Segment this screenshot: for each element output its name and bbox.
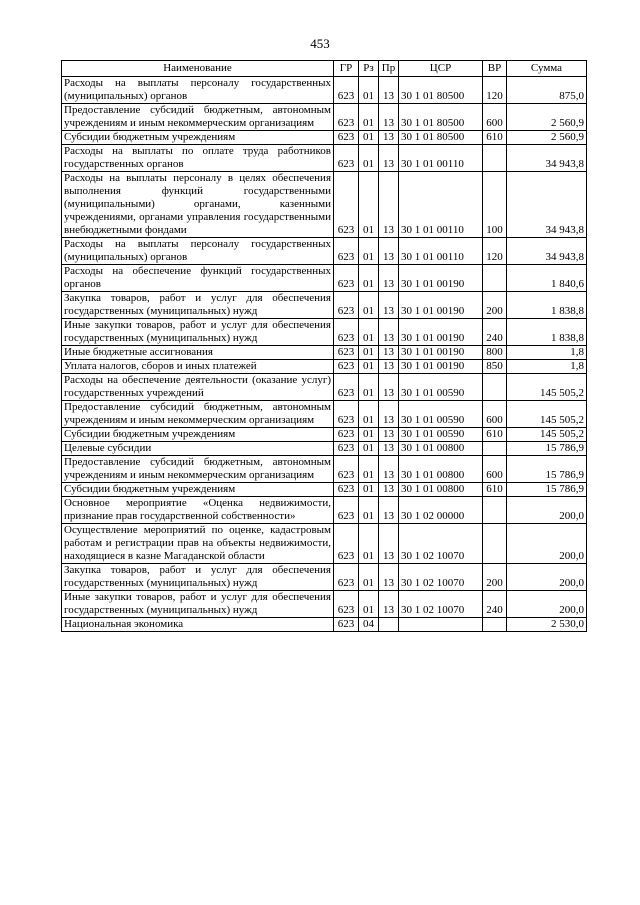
cell-sum: 200,0 (507, 564, 587, 591)
cell-csr: 30 1 01 00800 (399, 483, 483, 497)
cell-csr: 30 1 01 80500 (399, 131, 483, 145)
cell-rz: 01 (359, 401, 379, 428)
table-row (62, 172, 587, 238)
cell-name: Уплата налогов, сборов и иных платежей (62, 360, 334, 374)
cell-gr: 623 (334, 104, 359, 131)
cell-rz: 04 (359, 618, 379, 632)
cell-vr: 610 (483, 483, 507, 497)
cell-csr: 30 1 01 00590 (399, 374, 483, 401)
cell-sum: 15 786,9 (507, 442, 587, 456)
cell-csr: 30 1 01 00110 (399, 238, 483, 265)
cell-name: Предоставление субсидий бюджетным, автономным учреждениям и иным некоммерческим организациям (62, 401, 334, 428)
cell-sum: 1 838,8 (507, 292, 587, 319)
cell-csr: 30 1 01 00590 (399, 428, 483, 442)
cell-name: Расходы на выплаты персоналу государственных (муниципальных) органов (62, 238, 334, 265)
cell-rz: 01 (359, 238, 379, 265)
cell-vr: 600 (483, 456, 507, 483)
table-row (62, 145, 587, 172)
cell-vr: 100 (483, 172, 507, 238)
cell-gr: 623 (334, 145, 359, 172)
cell-sum: 200,0 (507, 591, 587, 618)
cell-rz: 01 (359, 442, 379, 456)
cell-pr: 13 (379, 131, 399, 145)
cell-name: Субсидии бюджетным учреждениям (62, 131, 334, 145)
cell-pr: 13 (379, 104, 399, 131)
cell-csr: 30 1 01 00800 (399, 456, 483, 483)
cell-name: Расходы на выплаты персоналу государственных (муниципальных) органов (62, 77, 334, 104)
cell-csr: 30 1 01 00110 (399, 145, 483, 172)
cell-name: Субсидии бюджетным учреждениям (62, 428, 334, 442)
table-row (62, 360, 587, 374)
cell-rz: 01 (359, 591, 379, 618)
cell-vr: 610 (483, 428, 507, 442)
cell-csr: 30 1 01 00590 (399, 401, 483, 428)
cell-gr: 623 (334, 346, 359, 360)
table-row (62, 319, 587, 346)
cell-csr: 30 1 02 00000 (399, 497, 483, 524)
cell-vr: 120 (483, 238, 507, 265)
cell-rz: 01 (359, 524, 379, 564)
table-row (62, 104, 587, 131)
cell-pr: 13 (379, 456, 399, 483)
cell-gr: 623 (334, 442, 359, 456)
table-row (62, 591, 587, 618)
table-row (62, 346, 587, 360)
cell-gr: 623 (334, 360, 359, 374)
cell-pr: 13 (379, 265, 399, 292)
cell-csr: 30 1 01 00190 (399, 265, 483, 292)
cell-gr: 623 (334, 483, 359, 497)
cell-sum: 200,0 (507, 524, 587, 564)
table-header-row (62, 61, 587, 77)
cell-sum: 145 505,2 (507, 374, 587, 401)
cell-pr: 13 (379, 292, 399, 319)
cell-rz: 01 (359, 265, 379, 292)
cell-sum: 875,0 (507, 77, 587, 104)
cell-sum: 145 505,2 (507, 428, 587, 442)
cell-pr: 13 (379, 77, 399, 104)
cell-vr: 200 (483, 564, 507, 591)
cell-vr: 200 (483, 292, 507, 319)
cell-vr (483, 497, 507, 524)
cell-pr: 13 (379, 374, 399, 401)
cell-vr (483, 145, 507, 172)
cell-pr: 13 (379, 483, 399, 497)
cell-vr: 120 (483, 77, 507, 104)
table-row (62, 265, 587, 292)
cell-gr: 623 (334, 131, 359, 145)
table-row (62, 442, 587, 456)
cell-sum: 15 786,9 (507, 456, 587, 483)
cell-sum: 15 786,9 (507, 483, 587, 497)
cell-gr: 623 (334, 319, 359, 346)
cell-vr (483, 618, 507, 632)
cell-sum: 34 943,8 (507, 172, 587, 238)
cell-sum: 145 505,2 (507, 401, 587, 428)
cell-name: Национальная экономика (62, 618, 334, 632)
cell-vr: 600 (483, 401, 507, 428)
cell-name: Предоставление субсидий бюджетным, автономным учреждениям и иным некоммерческим организациям (62, 104, 334, 131)
cell-name: Иные закупки товаров, работ и услуг для обеспечения государственных (муниципальных) нужд (62, 591, 334, 618)
cell-csr: 30 1 01 00190 (399, 346, 483, 360)
table-row (62, 483, 587, 497)
cell-pr: 13 (379, 360, 399, 374)
cell-name: Предоставление субсидий бюджетным, автономным учреждениям и иным некоммерческим организациям (62, 456, 334, 483)
cell-rz: 01 (359, 131, 379, 145)
cell-rz: 01 (359, 360, 379, 374)
cell-sum: 1 840,6 (507, 265, 587, 292)
cell-pr: 13 (379, 172, 399, 238)
cell-name: Субсидии бюджетным учреждениям (62, 483, 334, 497)
cell-gr: 623 (334, 497, 359, 524)
cell-vr (483, 524, 507, 564)
cell-gr: 623 (334, 428, 359, 442)
cell-vr: 800 (483, 346, 507, 360)
cell-rz: 01 (359, 292, 379, 319)
cell-gr: 623 (334, 77, 359, 104)
cell-name: Закупка товаров, работ и услуг для обеспечения государственных (муниципальных) нужд (62, 292, 334, 319)
cell-vr (483, 442, 507, 456)
table-row (62, 497, 587, 524)
table-row (62, 292, 587, 319)
cell-rz: 01 (359, 346, 379, 360)
cell-vr: 240 (483, 319, 507, 346)
cell-name: Осуществление мероприятий по оценке, кадастровым работам и регистрации прав на объекты недвижимости, находящиеся в казне Магаданской области (62, 524, 334, 564)
table-row (62, 401, 587, 428)
cell-gr: 623 (334, 374, 359, 401)
cell-csr: 30 1 01 80500 (399, 104, 483, 131)
cell-csr: 30 1 01 80500 (399, 77, 483, 104)
cell-name: Основное мероприятие «Оценка недвижимости, признание прав государственной собственности» (62, 497, 334, 524)
cell-sum: 1,8 (507, 346, 587, 360)
cell-rz: 01 (359, 428, 379, 442)
cell-name: Целевые субсидии (62, 442, 334, 456)
cell-sum: 200,0 (507, 497, 587, 524)
cell-csr (399, 618, 483, 632)
cell-vr (483, 374, 507, 401)
cell-rz: 01 (359, 456, 379, 483)
cell-pr: 13 (379, 238, 399, 265)
cell-vr (483, 265, 507, 292)
cell-csr: 30 1 02 10070 (399, 524, 483, 564)
cell-pr: 13 (379, 591, 399, 618)
cell-rz: 01 (359, 77, 379, 104)
cell-csr: 30 1 01 00190 (399, 292, 483, 319)
table-body (62, 77, 587, 632)
cell-rz: 01 (359, 483, 379, 497)
page-number: 453 (310, 36, 330, 51)
cell-gr: 623 (334, 265, 359, 292)
table-row (62, 564, 587, 591)
cell-rz: 01 (359, 145, 379, 172)
cell-rz: 01 (359, 172, 379, 238)
header-csr: ЦСР (399, 61, 483, 77)
cell-name: Расходы на выплаты по оплате труда работников государственных органов (62, 145, 334, 172)
table-row (62, 374, 587, 401)
header-name: Наименование (62, 61, 334, 77)
cell-csr: 30 1 02 10070 (399, 591, 483, 618)
cell-vr: 850 (483, 360, 507, 374)
cell-rz: 01 (359, 374, 379, 401)
cell-name: Иные закупки товаров, работ и услуг для обеспечения государственных (муниципальных) нужд (62, 319, 334, 346)
cell-pr: 13 (379, 346, 399, 360)
cell-gr: 623 (334, 456, 359, 483)
cell-pr: 13 (379, 319, 399, 346)
cell-pr (379, 618, 399, 632)
budget-table (61, 60, 587, 632)
cell-vr: 610 (483, 131, 507, 145)
cell-gr: 623 (334, 172, 359, 238)
cell-rz: 01 (359, 104, 379, 131)
cell-gr: 623 (334, 401, 359, 428)
header-pr: Пр (379, 61, 399, 77)
cell-pr: 13 (379, 145, 399, 172)
table-row (62, 77, 587, 104)
table-row (62, 131, 587, 145)
cell-sum: 2 560,9 (507, 104, 587, 131)
cell-gr: 623 (334, 292, 359, 319)
cell-name: Расходы на обеспечение функций государственных органов (62, 265, 334, 292)
cell-pr: 13 (379, 442, 399, 456)
header-sum: Сумма (507, 61, 587, 77)
cell-gr: 623 (334, 591, 359, 618)
cell-sum: 34 943,8 (507, 145, 587, 172)
cell-name: Расходы на выплаты персоналу в целях обеспечения выполнения функций государственными (муниципальными) органами, казенными учреждениями, органами управления государственными внебюджетными фондами (62, 172, 334, 238)
cell-rz: 01 (359, 319, 379, 346)
header-vr: ВР (483, 61, 507, 77)
cell-name: Закупка товаров, работ и услуг для обеспечения государственных (муниципальных) нужд (62, 564, 334, 591)
cell-csr: 30 1 01 00190 (399, 319, 483, 346)
cell-name: Расходы на обеспечение деятельности (оказание услуг) государственных учреждений (62, 374, 334, 401)
cell-vr: 600 (483, 104, 507, 131)
cell-pr: 13 (379, 401, 399, 428)
cell-csr: 30 1 01 00110 (399, 172, 483, 238)
cell-pr: 13 (379, 428, 399, 442)
cell-csr: 30 1 01 00800 (399, 442, 483, 456)
cell-gr: 623 (334, 238, 359, 265)
header-rz: Рз (359, 61, 379, 77)
table-row (62, 456, 587, 483)
cell-pr: 13 (379, 564, 399, 591)
cell-sum: 2 530,0 (507, 618, 587, 632)
cell-sum: 34 943,8 (507, 238, 587, 265)
cell-sum: 1 838,8 (507, 319, 587, 346)
table-row (62, 524, 587, 564)
table-row (62, 428, 587, 442)
cell-name: Иные бюджетные ассигнования (62, 346, 334, 360)
cell-sum: 1,8 (507, 360, 587, 374)
cell-vr: 240 (483, 591, 507, 618)
cell-csr: 30 1 02 10070 (399, 564, 483, 591)
cell-rz: 01 (359, 497, 379, 524)
cell-sum: 2 560,9 (507, 131, 587, 145)
cell-csr: 30 1 01 00190 (399, 360, 483, 374)
cell-gr: 623 (334, 618, 359, 632)
cell-pr: 13 (379, 524, 399, 564)
cell-rz: 01 (359, 564, 379, 591)
header-gr: ГР (334, 61, 359, 77)
table-row (62, 238, 587, 265)
table-row (62, 618, 587, 632)
cell-gr: 623 (334, 524, 359, 564)
cell-gr: 623 (334, 564, 359, 591)
cell-pr: 13 (379, 497, 399, 524)
